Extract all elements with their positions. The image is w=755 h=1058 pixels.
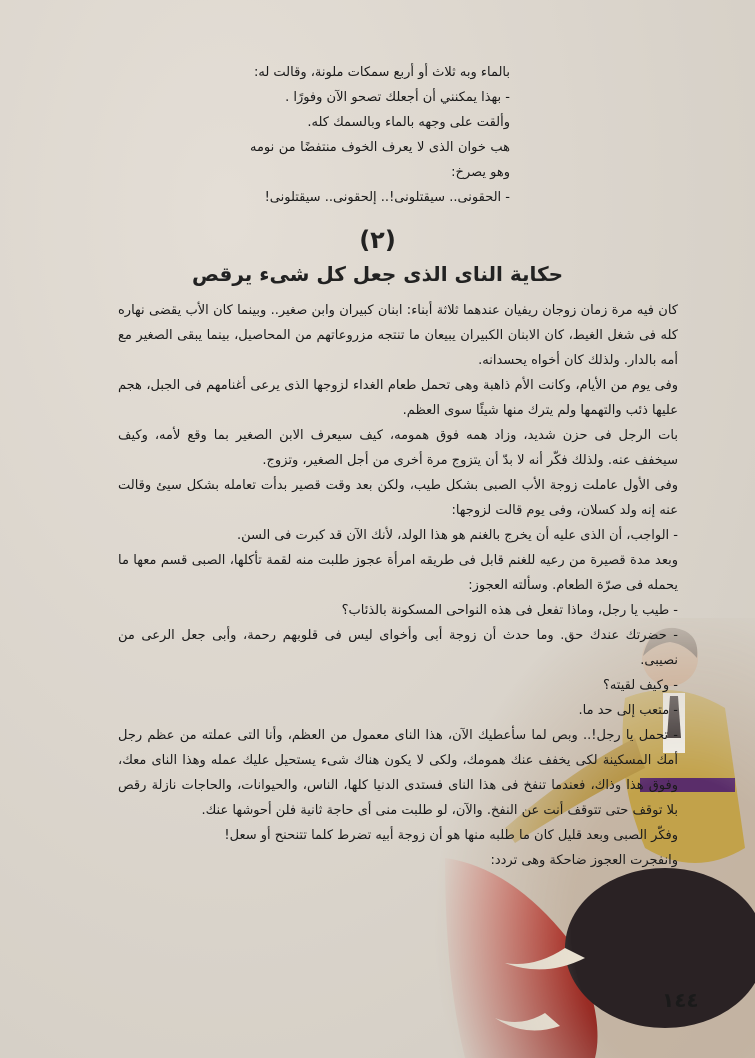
story-paragraph: - حضرتك عندك حق. وما حدث أن زوجة أبى وأخواى ليس فى قلوبهم رحمة، وأبى جعل الرعى من نصيبى.: [118, 628, 678, 668]
story-paragraph: - الواجب، أن الذى عليه أن يخرج بالغنم هو هذا الولد، لأنك الآن قد كبرت فى السن.: [236, 528, 678, 543]
story-paragraph: كان فيه مرة زمان زوجان ريفيان عندهما ثلاثة أبناء: ابنان كبيران وابن صغير.. وبينما كان الأب يقضى نهاره كله فى شغل الغيط، كان الابنان الكبيران يبيعان ما تنتجه مزروعاتهم من المحاصيل، بينما يبقى الصغير مع أمه بالدار. ولذلك كان أخواه يحسدانه.: [118, 303, 678, 368]
intro-line: هب خوان الذى لا يعرف الخوف منتفضًا من نومه وهو يصرخ:: [250, 140, 510, 180]
intro-line: - الحقونى.. سيقتلونى!.. إلحقونى.. سيقتلونى!: [264, 190, 510, 205]
intro-line: وألقت على وجهه بالماء وبالسمك كله.: [307, 115, 510, 130]
intro-line: - بهذا يمكنني أن أجعلك تصحو الآن وفورًا .: [285, 90, 510, 105]
story-paragraph: - وكيف لقيته؟: [602, 678, 678, 693]
story-paragraph: - تحمل يا رجل!.. وبص لما سأعطيك الآن، هذا الناى معمول من العظم، وأنا التى عملته من عظم رجل أمك المسكينة لكى يخفف عنك همومك، ولكى لا يكون هناك شىء يستحيل عليك عمله وهذا الناى معك، وفوق هذا وذاك، فعندما تنفخ فى هذا الناى فستدى الدنيا كلها، الناس، والحيوانات، والحاجات نازلة رقص بلا توقف حتى تتوقف أنت عن النفخ. والآن، لو طلبت منى أى حاجة ثانية فلن أحوشها عنك.: [118, 728, 678, 818]
story-paragraph: وبعد مدة قصيرة من رعيه للغنم قابل فى طريقه امرأة عجوز طلبت منه لقمة تأكلها، الصبى قسم معها ما يحمله فى صرّة الطعام. وسألته العجوز:: [118, 553, 678, 593]
chapter-number: (٢): [359, 226, 396, 254]
story-paragraph: بات الرجل فى حزن شديد، وزاد همه فوق همومه، كيف سيعرف الابن الصغير بما وقع لأمه، وكيف سيخفف عنه. ولذلك فكّر أنه لا بدّ أن يتزوج مرة أخرى من أجل الصغير، وتزوج.: [118, 428, 678, 468]
intro-line: بالماء وبه ثلاث أو أربع سمكات ملونة، وقالت له:: [253, 65, 510, 80]
story-paragraph: - متعب إلى حد ما.: [578, 703, 678, 718]
story-paragraph: - طيب يا رجل، وماذا تفعل فى هذه النواحى المسكونة بالذئاب؟: [341, 603, 678, 618]
story-paragraph: وانفجرت العجوز ضاحكة وهى تردد:: [490, 853, 678, 868]
story-paragraph: وفى الأول عاملت زوجة الأب الصبى بشكل طيب، ولكن بعد وقت قصير بدأت تعامله بشكل سيئ وقالت عنه إنه ولد كسلان، وفى يوم قالت لزوجها:: [118, 478, 678, 518]
chapter-title: حكاية الناى الذى جعل كل شىء يرقص: [191, 262, 564, 286]
intro-text: [250, 60, 510, 210]
page-number: ١٤٤: [662, 988, 699, 1012]
story-paragraph: وفكّر الصبى وبعد قليل كان ما طلبه منها هو أن زوجة أبيه تضرط كلما تتنحنح أو سعل!: [224, 828, 678, 843]
story-paragraph: وفى يوم من الأيام، وكانت الأم ذاهبة وهى تحمل طعام الغداء لزوجها الذى يرعى أغنامهم فى الجبل، هجم عليها ذئب والتهمها ولم يترك منها شيئًا سوى العظم.: [118, 378, 678, 418]
story-text: [118, 298, 678, 873]
